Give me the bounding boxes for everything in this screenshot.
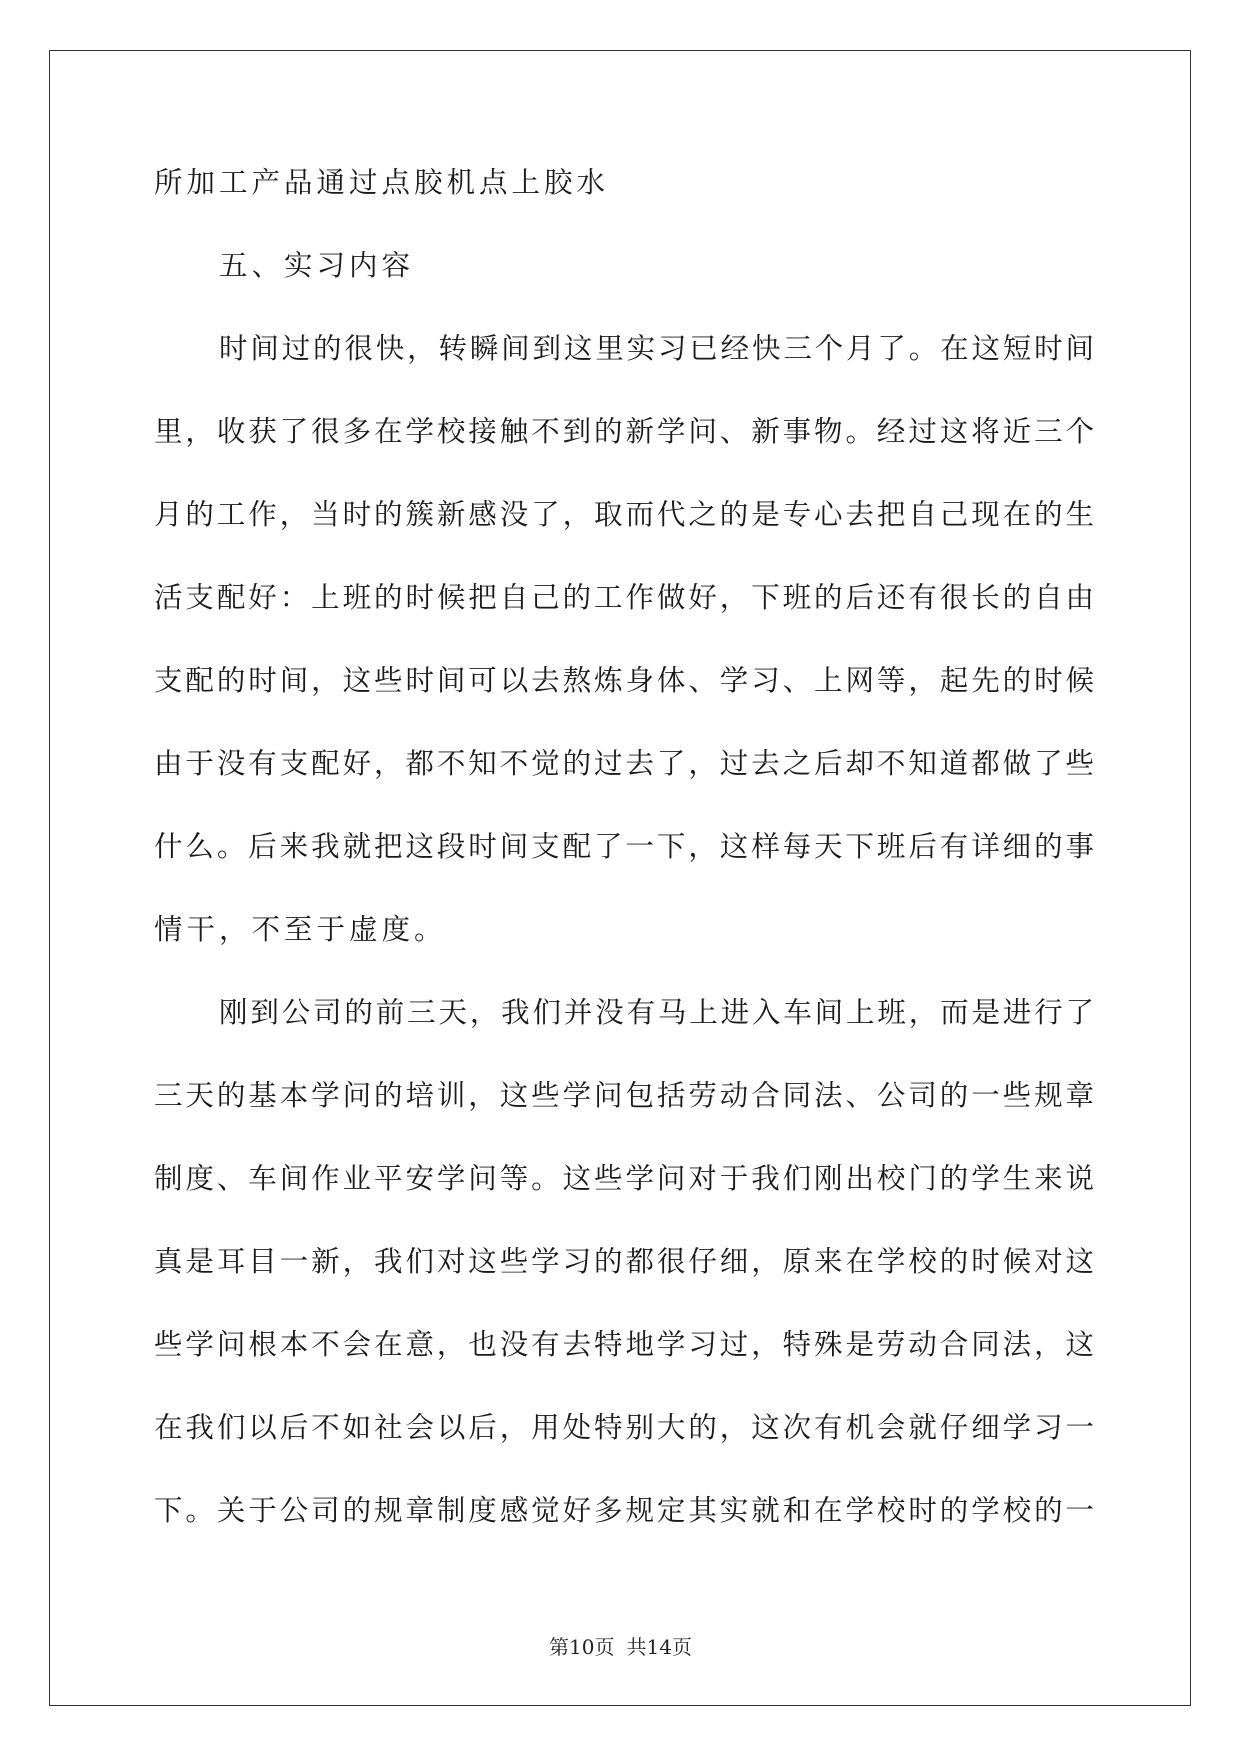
text-line xyxy=(154,747,1097,832)
heading-text: 五、实习内容 xyxy=(219,249,415,282)
line-text: 支配的时间，这些时间可以去熬炼身体、学习、上网等，起先的时候 xyxy=(154,664,1097,697)
document-body xyxy=(154,166,1097,1579)
text-line xyxy=(154,1411,1097,1496)
text-line xyxy=(154,332,1097,417)
line-text: 时间过的很快，转瞬间到这里实习已经快三个月了。在这短时间 xyxy=(219,332,1097,365)
line-text: 活支配好：上班的时候把自己的工作做好，下班的后还有很长的自由 xyxy=(154,581,1097,614)
text-line xyxy=(154,1494,1097,1579)
line-text: 真是耳目一新，我们对这些学习的都很仔细，原来在学校的时候对这 xyxy=(154,1245,1097,1278)
text-line xyxy=(154,664,1097,749)
line-text: 什么。后来我就把这段时间支配了一下，这样每天下班后有详细的事 xyxy=(154,830,1097,863)
text-line xyxy=(154,415,1097,500)
text-line xyxy=(154,1079,1097,1164)
line-text: 情干，不至于虚度。 xyxy=(154,913,447,946)
section-heading xyxy=(154,251,1094,334)
line-text: 所加工产品通过点胶机点上胶水 xyxy=(154,166,610,199)
page-number: 第10页 xyxy=(549,1635,615,1659)
line-text: 制度、车间作业平安学问等。这些学问对于我们刚出校门的学生来说 xyxy=(154,1162,1097,1195)
text-line xyxy=(154,996,1097,1081)
text-line xyxy=(154,1328,1097,1413)
text-line xyxy=(154,830,1097,915)
text-line xyxy=(154,1162,1097,1247)
text-line xyxy=(154,168,1094,251)
text-line xyxy=(154,581,1097,666)
line-text: 月的工作，当时的簇新感没了，取而代之的是专心去把自己现在的生 xyxy=(154,498,1097,531)
line-text: 刚到公司的前三天，我们并没有马上进入车间上班，而是进行了 xyxy=(219,996,1097,1029)
total-pages: 共14页 xyxy=(626,1635,692,1659)
line-text: 些学问根本不会在意，也没有去特地学习过，特殊是劳动合同法，这 xyxy=(154,1328,1097,1361)
line-text: 由于没有支配好，都不知不觉的过去了，过去之后却不知道都做了些 xyxy=(154,747,1097,780)
line-text: 三天的基本学问的培训，这些学问包括劳动合同法、公司的一些规章 xyxy=(154,1079,1097,1112)
line-text: 在我们以后不如社会以后，用处特别大的，这次有机会就仔细学习一 xyxy=(154,1411,1097,1444)
line-text: 下。关于公司的规章制度感觉好多规定其实就和在学校时的学校的一 xyxy=(154,1494,1097,1527)
text-line xyxy=(154,498,1097,583)
text-line xyxy=(154,915,1094,998)
page-footer xyxy=(0,1631,1241,1660)
line-text: 里，收获了很多在学校接触不到的新学问、新事物。经过这将近三个 xyxy=(154,415,1097,448)
text-line xyxy=(154,1245,1097,1330)
